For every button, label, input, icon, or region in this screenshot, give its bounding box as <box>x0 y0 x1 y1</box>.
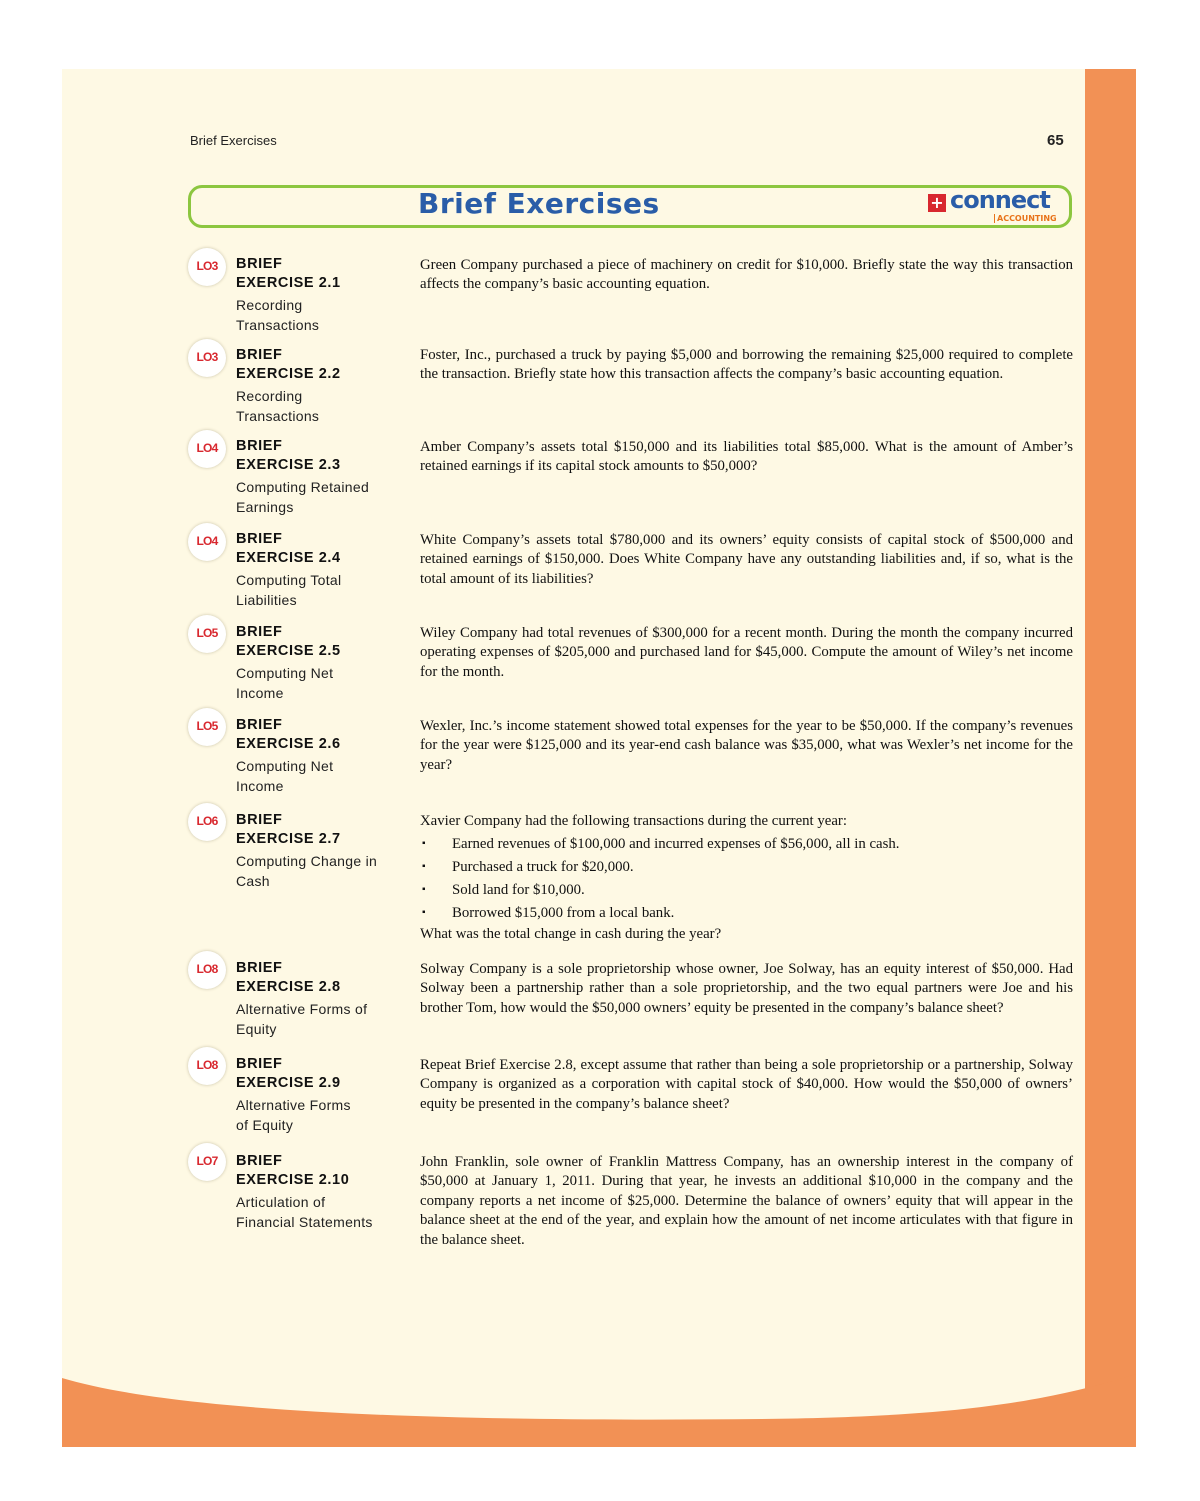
running-head: Brief Exercises <box>190 133 277 148</box>
exercise-text: Wiley Company had total revenues of $300,000 for a recent month. During the month the company incurred operating expenses of $205,000 and purchased land for $45,000. Compute the amount of Wiley’s net income for the month. <box>420 625 1073 680</box>
learning-objective-label: LO8 <box>196 1058 218 1072</box>
connect-wordmark: connect <box>950 186 1050 214</box>
transaction-list <box>420 833 1073 924</box>
learning-objective-label: LO5 <box>196 719 218 733</box>
exercise-topic-line2: Liabilities <box>236 591 297 608</box>
exercise-heading <box>236 346 406 426</box>
exercise-label-line1: BRIEF <box>236 1153 283 1169</box>
exercise-number: EXERCISE 2.9 <box>236 1075 341 1091</box>
learning-objective-label: LO3 <box>196 350 218 364</box>
connect-subtitle: ACCOUNTING <box>994 214 1057 223</box>
exercise-heading <box>236 959 406 1039</box>
exercise-topic-line2: Financial Statements <box>236 1213 373 1230</box>
textbook-page <box>62 69 1136 1447</box>
bottom-orange-wave <box>62 1374 1136 1447</box>
exercise-label-line1: BRIEF <box>236 438 283 454</box>
exercise-topic-line1: Computing Net <box>236 758 334 774</box>
learning-objective-badge <box>188 1047 226 1085</box>
exercise-heading <box>236 1055 406 1135</box>
exercise-text: Solway Company is a sole proprietorship whose owner, Joe Solway, has an equity interest of $50,000. Had Solway been a partnership rather than a sole proprietorship, and the two equal partners were Joe and his brother Tom, how would the $50,000 owners’ equity be presented in the company’s balance sheet? <box>420 961 1073 1016</box>
exercise-topic-line2: of Equity <box>236 1116 294 1133</box>
exercise-heading <box>236 1152 406 1232</box>
learning-objective-badge <box>188 615 226 653</box>
exercise-topic-line2: Transactions <box>236 316 320 333</box>
learning-objective-label: LO8 <box>196 962 218 976</box>
exercise-text-block <box>420 812 1073 944</box>
exercise-label-line1: BRIEF <box>236 960 283 976</box>
exercise-text: Amber Company’s assets total $150,000 and its liabilities total $85,000. What is the amount of Amber’s retained earnings if its capital stock amounts to $50,000? <box>420 439 1073 475</box>
exercise-topic-line1: Computing Total <box>236 572 342 588</box>
exercise-heading <box>236 530 406 610</box>
learning-objective-badge <box>188 430 226 468</box>
exercise-topic-line1: Computing Retained <box>236 479 370 495</box>
exercise-number: EXERCISE 2.1 <box>236 275 341 291</box>
connect-plus-icon: + <box>928 194 946 212</box>
list-item: ▪ Purchased a truck for $20,000. <box>420 856 1073 879</box>
exercise-topic-line1: Computing Change in <box>236 853 378 869</box>
exercise-text: John Franklin, sole owner of Franklin Mattress Company, has an ownership interest in the company of $50,000 at January 1, 2011. During that year, he invests an additional $10,000 in the company and the company reports a net income of $25,000. Determine the balance of owners’ equity that will appear in the balance sheet at the end of the year, and explain how the amount of net income articulates with that figure in the balance sheet. <box>420 1154 1073 1248</box>
learning-objective-label: LO4 <box>196 441 218 455</box>
exercise-number: EXERCISE 2.2 <box>236 366 341 382</box>
learning-objective-badge <box>188 803 226 841</box>
exercise-topic-line1: Alternative Forms of <box>236 1001 368 1017</box>
learning-objective-label: LO4 <box>196 534 218 548</box>
learning-objective-label: LO3 <box>196 259 218 273</box>
exercise-topic-line2: Cash <box>236 872 270 889</box>
page-number: 65 <box>1047 132 1064 149</box>
exercise-heading <box>236 811 406 891</box>
learning-objective-badge <box>188 951 226 989</box>
exercise-label-line1: BRIEF <box>236 256 283 272</box>
learning-objective-badge <box>188 708 226 746</box>
exercise-heading <box>236 255 406 335</box>
exercise-topic-line2: Transactions <box>236 407 320 424</box>
exercise-number: EXERCISE 2.7 <box>236 831 341 847</box>
exercise-number: EXERCISE 2.4 <box>236 550 341 566</box>
exercise-question: What was the total change in cash during the year? <box>420 925 722 942</box>
exercise-number: EXERCISE 2.6 <box>236 736 341 752</box>
exercise-label-line1: BRIEF <box>236 812 283 828</box>
exercise-topic-line1: Recording <box>236 388 303 404</box>
exercise-heading <box>236 623 406 703</box>
exercise-topic-line2: Earnings <box>236 498 294 515</box>
exercise-topic-line2: Income <box>236 684 284 701</box>
learning-objective-label: LO6 <box>196 814 218 828</box>
learning-objective-badge <box>188 248 226 286</box>
exercise-topic-line1: Recording <box>236 297 303 313</box>
exercise-label-line1: BRIEF <box>236 624 283 640</box>
exercise-heading <box>236 437 406 517</box>
exercise-text: Foster, Inc., purchased a truck by paying $5,000 and borrowing the remaining $25,000 required to complete the transaction. Briefly state how this transaction affects the company’s basic accounting equation. <box>420 347 1073 383</box>
learning-objective-label: LO5 <box>196 626 218 640</box>
exercise-text: Green Company purchased a piece of machinery on credit for $10,000. Briefly state the way this transaction affects the company’s basic accounting equation. <box>420 257 1073 293</box>
exercise-topic-line1: Computing Net <box>236 665 334 681</box>
exercise-topic-line1: Articulation of <box>236 1194 326 1210</box>
exercise-number: EXERCISE 2.5 <box>236 643 341 659</box>
exercise-label-line1: BRIEF <box>236 347 283 363</box>
exercise-number: EXERCISE 2.3 <box>236 457 341 473</box>
exercise-topic-line2: Equity <box>236 1020 277 1037</box>
list-item: ▪ Sold land for $10,000. <box>420 879 1073 902</box>
orange-side-bar <box>1085 69 1136 1447</box>
section-title: Brief Exercises <box>418 187 660 220</box>
exercise-topic-line2: Income <box>236 777 284 794</box>
exercise-label-line1: BRIEF <box>236 531 283 547</box>
list-item: ▪ Borrowed $15,000 from a local bank. <box>420 902 1073 925</box>
exercise-text: White Company’s assets total $780,000 and its owners’ equity consists of capital stock of $500,000 and retained earnings of $150,000. Does White Company have any outstanding liabilities and, if so, what is the total amount of its liabilities? <box>420 532 1073 587</box>
exercise-label-line1: BRIEF <box>236 717 283 733</box>
exercise-intro: Xavier Company had the following transactions during the current year: <box>420 813 847 829</box>
exercise-text: Repeat Brief Exercise 2.8, except assume that rather than being a sole proprietorship or a partnership, Solway Company is organized as a corporation with capital stock of $40,000. How would the $50,000 of owners’ equity be presented in the company’s balance sheet? <box>420 1057 1073 1112</box>
exercise-label-line1: BRIEF <box>236 1056 283 1072</box>
exercise-number: EXERCISE 2.10 <box>236 1172 350 1188</box>
list-item: ▪ Earned revenues of $100,000 and incurred expenses of $56,000, all in cash. <box>420 833 1073 856</box>
exercise-topic-line1: Alternative Forms <box>236 1097 351 1113</box>
exercise-text: Wexler, Inc.’s income statement showed total expenses for the year to be $50,000. If the company’s revenues for the year were $125,000 and its year-end cash balance was $35,000, what was Wexler’s net income for the year? <box>420 718 1073 773</box>
learning-objective-badge <box>188 339 226 377</box>
learning-objective-label: LO7 <box>196 1154 218 1168</box>
learning-objective-badge <box>188 1143 226 1181</box>
connect-accounting-logo <box>928 186 1057 223</box>
learning-objective-badge <box>188 523 226 561</box>
exercise-heading <box>236 716 406 796</box>
exercise-number: EXERCISE 2.8 <box>236 979 341 995</box>
